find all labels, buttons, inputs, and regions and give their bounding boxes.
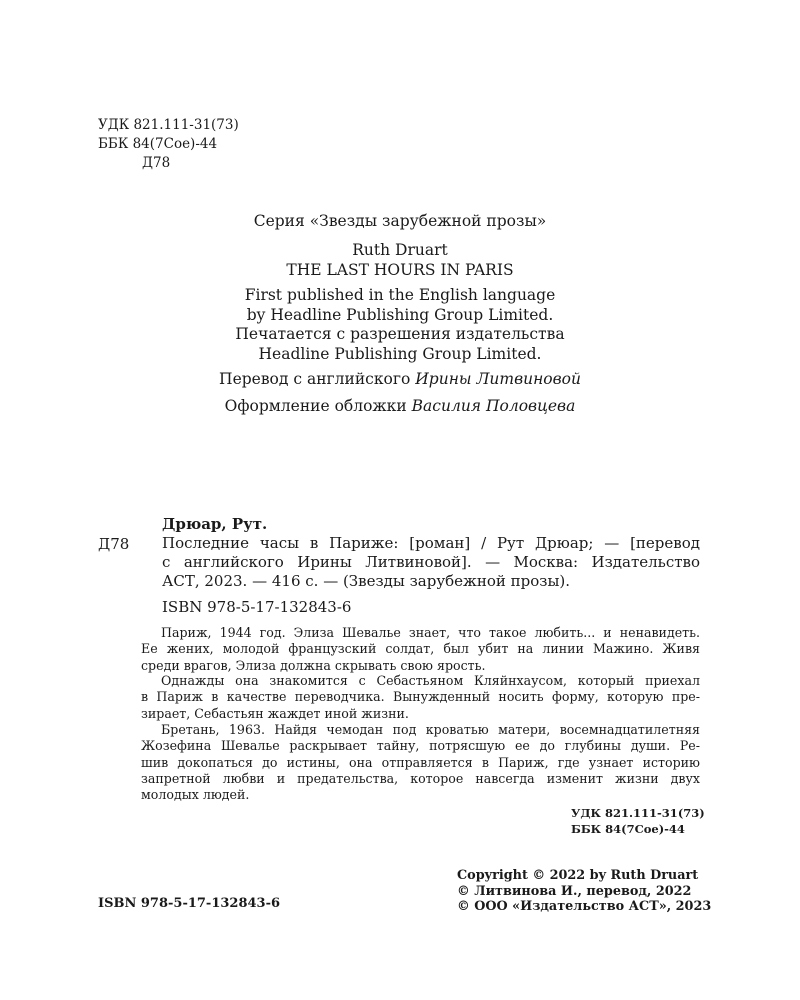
copyright-line: © ООО «Издательство АСТ», 2023 <box>457 899 712 914</box>
bbk-code: ББК 84(7Сое)-44 <box>571 822 685 836</box>
udk-code: УДК 821.111-31(73) <box>571 806 705 820</box>
annotation-line: Однажды она знакомится с Себастьяном Кляйнхаусом, который приехал <box>161 673 700 688</box>
annotation-line: Ее жених, молодой французский солдат, был убит на линии Мажино. Живя <box>141 641 700 657</box>
rights-line: by Headline Publishing Group Limited. <box>246 305 554 324</box>
bibliographic-author-heading: Дрюар, Рут. <box>162 515 268 533</box>
translator-name: Ирины Литвиновой <box>415 370 581 388</box>
original-title: THE LAST HOURS IN PARIS <box>286 261 514 279</box>
description-line: АСТ, 2023. — 416 с. — (Звезды зарубежной прозы). <box>162 572 571 590</box>
annotation-line: Жозефина Шевалье раскрывает тайну, потрясшую ее до глубины души. Ре- <box>141 738 700 754</box>
classification-codes-bottom <box>571 805 705 837</box>
bibliographic-isbn: ISBN 978-5-17-132843-6 <box>162 598 352 616</box>
original-author: Ruth Druart <box>352 241 448 259</box>
annotation-line: Париж, 1944 год. Элиза Шевалье знает, что такое любить... и ненавидеть. <box>161 625 700 640</box>
rights-notice <box>0 286 800 364</box>
description-line: Последние часы в Париже: [роман] / Рут Дрюар; — [перевод <box>162 534 700 552</box>
description-line: с английского Ирины Литвиновой]. — Москва: Издательство <box>162 553 700 571</box>
annotation-line: Бретань, 1963. Найдя чемодан под кроватью матери, восемнадцатилетняя <box>161 722 700 737</box>
annotation-line: в Париж в качестве переводчика. Вынужденный носить форму, которую пре- <box>141 689 700 705</box>
annotation-line: зирает, Себастьян жаждет иной жизни. <box>141 705 409 721</box>
rights-line: Headline Publishing Group Limited. <box>258 344 542 363</box>
bbk-code: ББК 84(7Сое)-44 <box>98 136 218 152</box>
annotation-paragraph <box>141 625 700 674</box>
cover-design-label: Оформление обложки <box>224 397 407 415</box>
rights-line: First published in the English language <box>244 286 556 304</box>
translator-label: Перевод с английского <box>219 370 411 388</box>
copyright-line: © Литвинова И., перевод, 2022 <box>457 883 692 899</box>
annotation-paragraph <box>141 722 700 803</box>
cover-design-credit <box>0 397 800 415</box>
author-mark: Д78 <box>142 155 171 171</box>
annotation-paragraph <box>141 673 700 722</box>
annotation-line: молодых людей. <box>141 787 250 803</box>
classification-codes <box>98 116 239 173</box>
annotation-line: среди врагов, Элиза должна скрывать свою ярость. <box>141 657 486 673</box>
annotation-line: шив докопаться до истины, она отправляется в Париж, где узнает историю <box>141 754 700 770</box>
copyright-notice <box>457 868 711 915</box>
series-title: Серия «Звезды зарубежной прозы» <box>253 212 547 230</box>
annotation-line: запретной любви и предательства, которое навсегда изменит жизни двух <box>141 770 700 786</box>
cover-designer-name: Василия Половцева <box>411 397 576 415</box>
bibliographic-code: Д78 <box>98 535 130 553</box>
isbn-bottom: ISBN 978-5-17-132843-6 <box>98 896 281 911</box>
rights-line: Печатается с разрешения издательства <box>235 325 565 343</box>
bibliographic-description <box>162 534 700 591</box>
copyright-line: Copyright © 2022 by Ruth Druart <box>457 868 699 883</box>
original-edition <box>0 240 800 280</box>
udk-code: УДК 821.111-31(73) <box>98 117 239 133</box>
translator-credit <box>0 370 800 388</box>
